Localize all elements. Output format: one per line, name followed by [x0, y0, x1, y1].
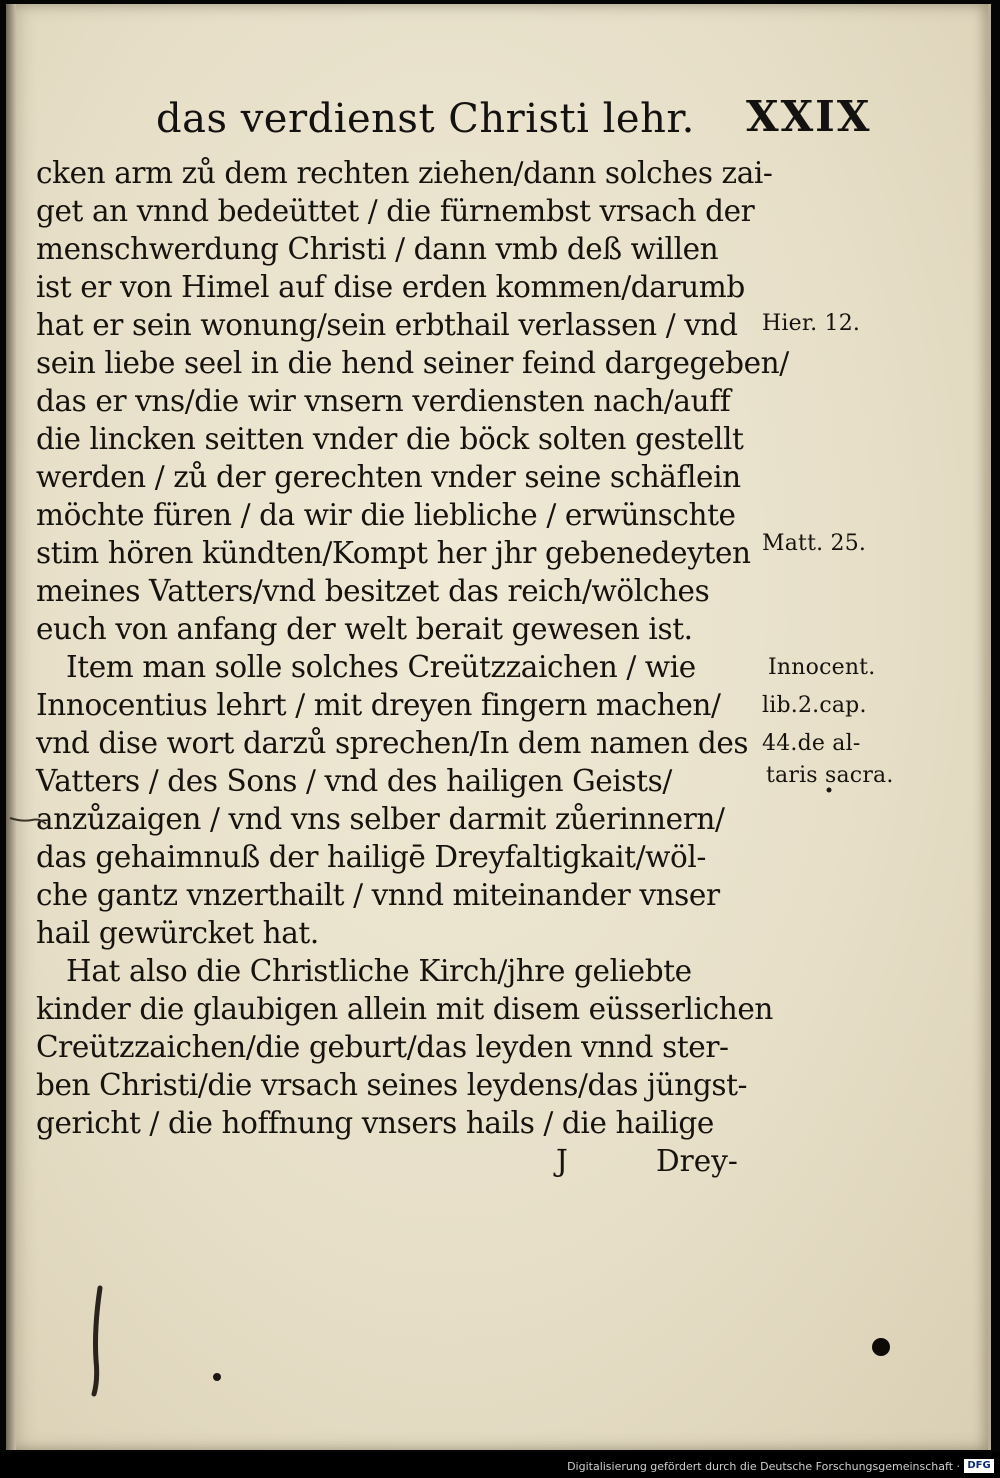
- text-line: hail gewürcket hat.: [36, 916, 319, 950]
- text-line: das er vns/die wir vnsern verdiensten nach/auff: [36, 384, 731, 418]
- text-line: anzůzaigen / vnd vns selber darmit zůerinnern/: [36, 802, 725, 836]
- text-line: che gantz vnzerthailt / vnnd miteinander vnser: [36, 878, 720, 912]
- margin-note-innocent-2: lib.2.cap.: [762, 693, 867, 718]
- text-line: kinder die glaubigen allein mit disem eüsserlichen: [36, 992, 774, 1026]
- paragraph-start-line: Hat also die Christliche Kirch/jhre geliebte: [66, 954, 692, 988]
- running-head: das verdienst Christi lehr.: [156, 96, 695, 142]
- text-line: menschwerdung Christi / dann vmb deß willen: [36, 232, 719, 266]
- margin-note-innocent-3: 44.de al-: [762, 731, 861, 756]
- text-line: get an vnnd bedeüttet / die fürnembst vrsach der: [36, 194, 755, 228]
- text-line: stim hören kündten/Kompt her jhr gebenedeyten: [36, 536, 751, 570]
- text-line: cken arm zů dem rechten ziehen/dann solches zai-: [36, 156, 773, 190]
- pen-stroke-mark: [94, 1288, 100, 1394]
- text-line: meines Vatters/vnd besitzet das reich/wölches: [36, 574, 710, 608]
- signature-mark: J: [556, 1144, 568, 1178]
- margin-note-matt: Matt. 25.: [762, 531, 867, 556]
- catchword: Drey-: [656, 1144, 738, 1178]
- text-line: sein liebe seel in die hend seiner feind dargegeben/: [36, 346, 789, 380]
- text-line: ben Christi/die vrsach seines leydens/das jüngst-: [36, 1068, 748, 1102]
- ink-dot: [872, 1338, 890, 1356]
- ink-dot: [213, 1373, 221, 1381]
- text-line: Creützzaichen/die geburt/das leyden vnnd ster-: [36, 1030, 729, 1064]
- paragraph-start-line: Item man solle solches Creützzaichen / wie: [66, 650, 696, 684]
- margin-note-hier: Hier. 12.: [762, 311, 861, 336]
- text-line: euch von anfang der welt berait gewesen ist.: [36, 612, 693, 646]
- margin-note-innocent-4: taris sacra.: [766, 763, 894, 788]
- text-line: möchte füren / da wir die liebliche / erwünschte: [36, 498, 736, 532]
- text-line: hat er sein wonung/sein erbthail verlassen / vnd: [36, 308, 738, 342]
- text-line: die lincken seitten vnder die böck solten gestellt: [36, 422, 744, 456]
- text-line: das gehaimnuß der hailigē Dreyfaltigkait/wöl-: [36, 840, 706, 874]
- text-line: Vatters / des Sons / vnd des hailigen Geists/: [36, 764, 672, 798]
- text-line: vnd dise wort darzů sprechen/In dem namen des: [36, 726, 749, 760]
- folio-number: XXIX: [746, 92, 872, 141]
- text-line: ist er von Himel auf dise erden kommen/darumb: [36, 270, 745, 304]
- marginal-pen-stroke: [10, 818, 46, 824]
- dfg-logo: DFG: [964, 1459, 994, 1473]
- text-line: Innocentius lehrt / mit dreyen fingern machen/: [36, 688, 721, 722]
- text-line: gericht / die hoffnung vnsers hails / die hailige: [36, 1106, 714, 1140]
- text-line: werden / zů der gerechten vnder seine schäflein: [36, 460, 741, 494]
- ink-dot: [827, 788, 832, 793]
- margin-note-innocent-1: Innocent.: [768, 655, 876, 680]
- footer-credit: Digitalisierung gefördert durch die Deutsche Forschungsgemeinschaft ·: [567, 1460, 960, 1473]
